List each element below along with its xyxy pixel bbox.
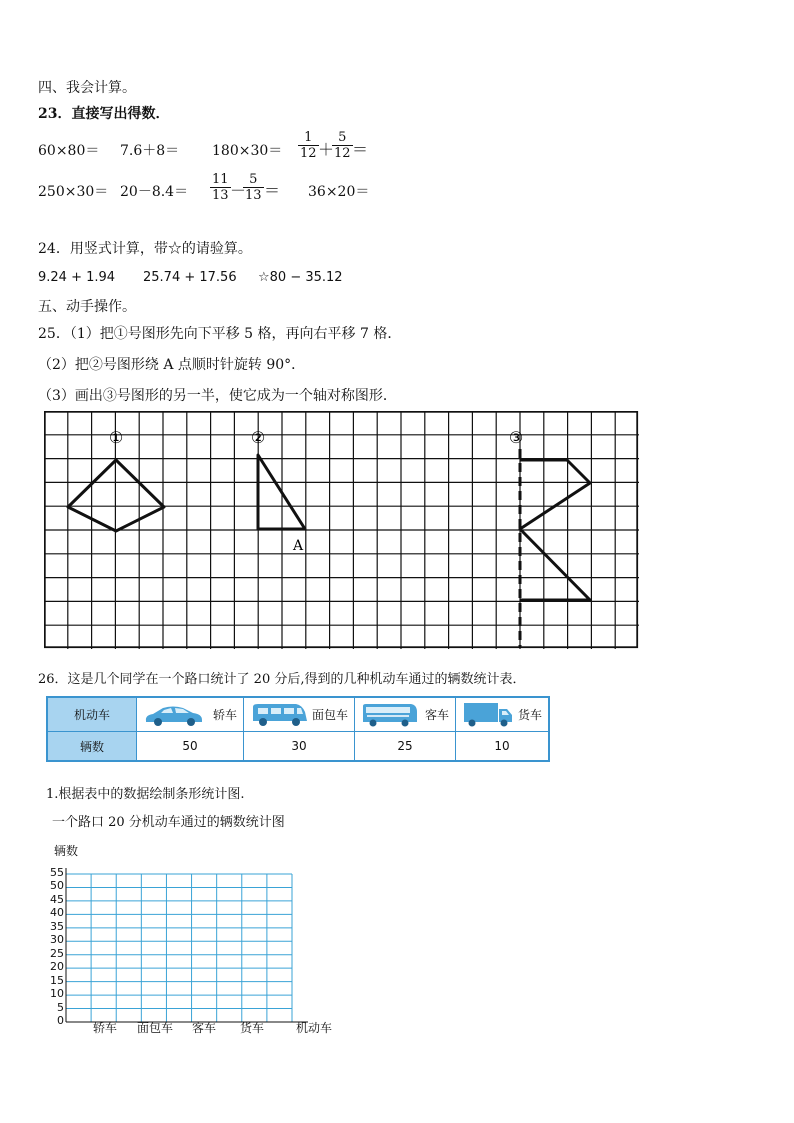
vehicle-name-car: 轿车 bbox=[212, 708, 237, 722]
y-tick-label: 25 bbox=[50, 946, 64, 960]
table-header-count: 辆数 bbox=[47, 732, 137, 762]
vehicle-name-truck: 货车 bbox=[517, 708, 542, 722]
section-4-title: 四、我会计算。 bbox=[38, 80, 136, 96]
q26-sub-1: 1.根据表中的数据绘制条形统计图. bbox=[46, 787, 245, 802]
denominator: 12 bbox=[300, 146, 317, 161]
y-tick-label: 45 bbox=[50, 892, 64, 906]
denominator: 13 bbox=[245, 188, 262, 203]
y-tick-label: 15 bbox=[50, 973, 64, 987]
y-tick-label: 40 bbox=[50, 906, 64, 920]
q24-item-2: 25.74 + 17.56 bbox=[143, 270, 237, 285]
q23-item-8: 36×20＝ bbox=[308, 184, 370, 200]
q25-line-3: （3）画出③号图形的另一半，使它成为一个轴对称图形． bbox=[38, 388, 397, 404]
count-van: 30 bbox=[244, 732, 355, 762]
q23-title: 23．直接写出得数． bbox=[38, 106, 170, 122]
q25-line-2: （2）把②号图形绕 A 点顺时针旋转 90°． bbox=[38, 357, 306, 373]
count-truck: 10 bbox=[456, 732, 550, 762]
y-tick-label: 5 bbox=[57, 1000, 64, 1014]
y-tick-label: 20 bbox=[50, 960, 64, 974]
x-category-label: 货车 bbox=[240, 1021, 265, 1035]
y-tick-label: 55 bbox=[50, 866, 64, 879]
count-bus: 25 bbox=[355, 732, 456, 762]
point-a-label: A bbox=[292, 538, 304, 554]
chart-y-label: 辆数 bbox=[54, 844, 79, 858]
operator: － bbox=[230, 181, 247, 200]
numerator: 11 bbox=[212, 172, 229, 187]
q24-title: 24．用竖式计算，带☆的请验算。 bbox=[38, 241, 252, 257]
equals: ＝ bbox=[352, 140, 369, 159]
shape-3-label: ③ bbox=[508, 428, 524, 447]
x-category-label: 轿车 bbox=[93, 1021, 118, 1035]
y-tick-label: 35 bbox=[50, 919, 64, 933]
shape-1-label: ① bbox=[108, 428, 124, 447]
q23-item-3: 180×30＝ bbox=[212, 143, 283, 159]
vehicle-name-bus: 客车 bbox=[424, 708, 449, 722]
q25-line-1: 25．（1）把①号图形先向下平移 5 格，再向右平移 7 格． bbox=[38, 326, 402, 342]
q24-item-3: ☆80 − 35.12 bbox=[258, 270, 343, 285]
equals: ＝ bbox=[264, 181, 281, 200]
section-5-title: 五、动手操作。 bbox=[38, 299, 136, 315]
q26-title: 26．这是几个同学在一个路口统计了 20 分后,得到的几种机动车通过的辆数统计表． bbox=[38, 672, 526, 687]
q24-item-1: 9.24 + 1.94 bbox=[38, 270, 116, 285]
shape-2-label: ② bbox=[250, 428, 266, 447]
y-tick-label: 0 bbox=[57, 1014, 64, 1027]
operator: ＋ bbox=[318, 140, 335, 159]
x-category-label: 面包车 bbox=[137, 1021, 174, 1035]
chart-x-label: 机动车 bbox=[296, 1021, 333, 1035]
numerator: 5 bbox=[249, 172, 258, 187]
chart-grid bbox=[60, 865, 310, 1030]
chart-grid-lines bbox=[66, 874, 292, 1022]
q23-item-5: 250×30＝ bbox=[38, 184, 109, 200]
x-category-label: 客车 bbox=[192, 1021, 217, 1035]
vehicle-name-van: 面包车 bbox=[311, 708, 348, 722]
denominator: 12 bbox=[334, 146, 351, 161]
q23-item-6: 20－8.4＝ bbox=[120, 184, 189, 200]
numerator: 1 bbox=[304, 130, 313, 145]
count-car: 50 bbox=[137, 732, 244, 762]
q23-item-2: 7.6＋8＝ bbox=[120, 143, 180, 159]
chart-title: 一个路口 20 分机动车通过的辆数统计图 bbox=[52, 815, 285, 830]
y-tick-label: 50 bbox=[50, 879, 64, 893]
y-tick-label: 30 bbox=[50, 933, 64, 947]
denominator: 13 bbox=[212, 188, 229, 203]
numerator: 5 bbox=[338, 130, 347, 145]
y-tick-label: 10 bbox=[50, 987, 64, 1001]
table-header-vehicle: 机动车 bbox=[47, 697, 137, 732]
q23-item-1: 60×80＝ bbox=[38, 143, 100, 159]
